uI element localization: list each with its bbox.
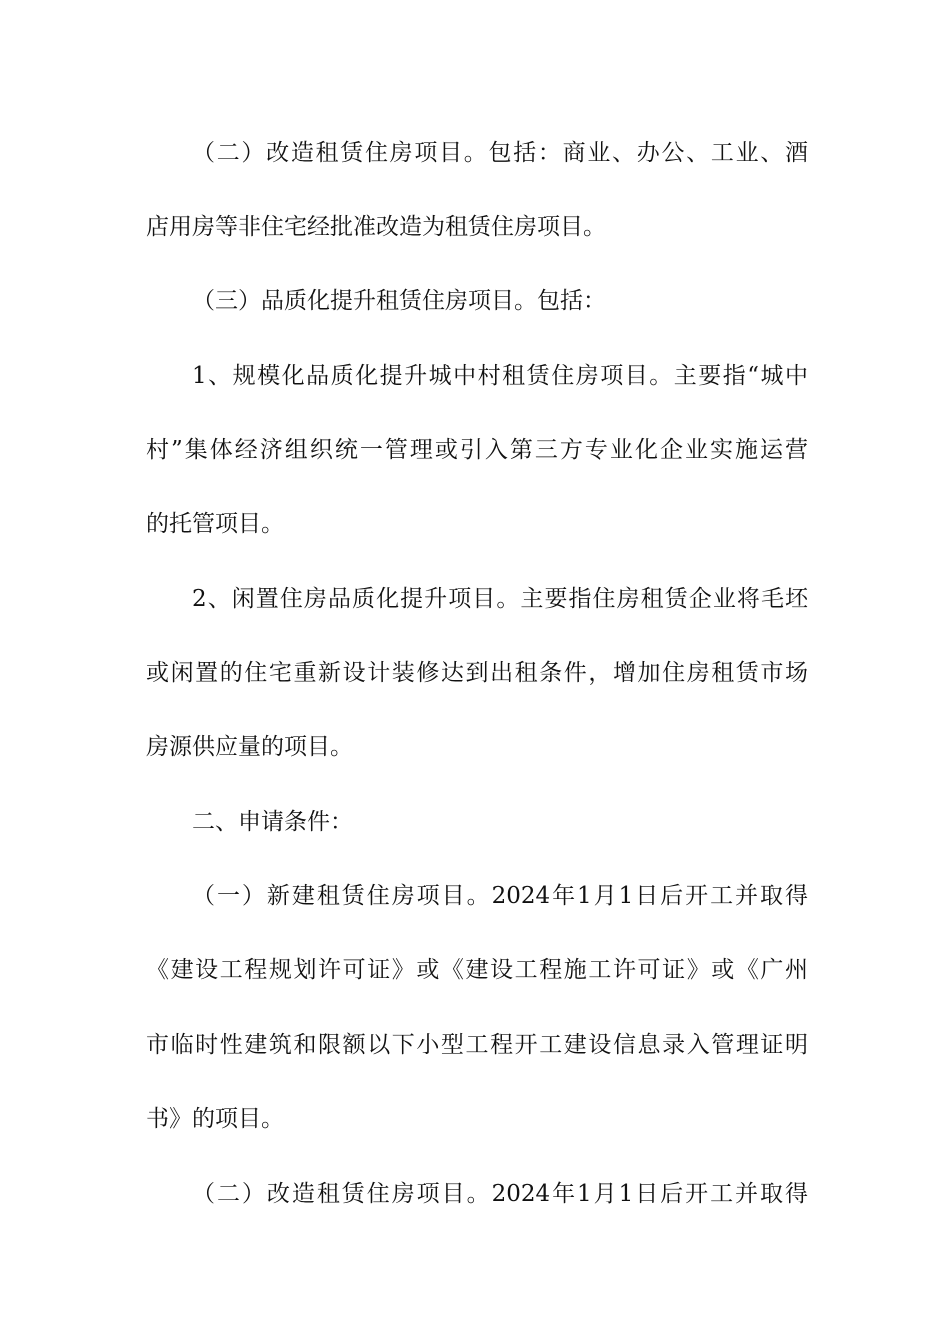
paragraph-line: 的托管项目。 [146, 511, 284, 537]
paragraph-line: （一）新建租赁住房项目。2024年1月1日后开工并取得 [192, 883, 808, 909]
paragraph-line: 房源供应量的项目。 [146, 734, 353, 760]
paragraph-line: （三）品质化提升租赁住房项目。包括： [192, 288, 606, 314]
paragraph-line: （二）改造租赁住房项目。2024年1月1日后开工并取得 [192, 1181, 808, 1207]
paragraph-line: （二）改造租赁住房项目。包括：商业、办公、工业、酒 [192, 140, 808, 166]
paragraph-line: 或闲置的住宅重新设计装修达到出租条件，增加住房租赁市场 [146, 660, 808, 686]
paragraph-line: 《建设工程规划许可证》或《建设工程施工许可证》或《广州 [146, 957, 808, 983]
section-heading: 二、申请条件： [192, 809, 353, 835]
paragraph-line: 书》的项目。 [146, 1106, 284, 1132]
paragraph-line: 2、闲置住房品质化提升项目。主要指住房租赁企业将毛坯 [192, 586, 808, 612]
paragraph-line: 市临时性建筑和限额以下小型工程开工建设信息录入管理证明 [146, 1032, 808, 1058]
paragraph-line: 村”集体经济组织统一管理或引入第三方专业化企业实施运营 [146, 437, 808, 463]
paragraph-line: 1、规模化品质化提升城中村租赁住房项目。主要指“城中 [192, 363, 808, 389]
paragraph-line: 店用房等非住宅经批准改造为租赁住房项目。 [146, 214, 606, 240]
